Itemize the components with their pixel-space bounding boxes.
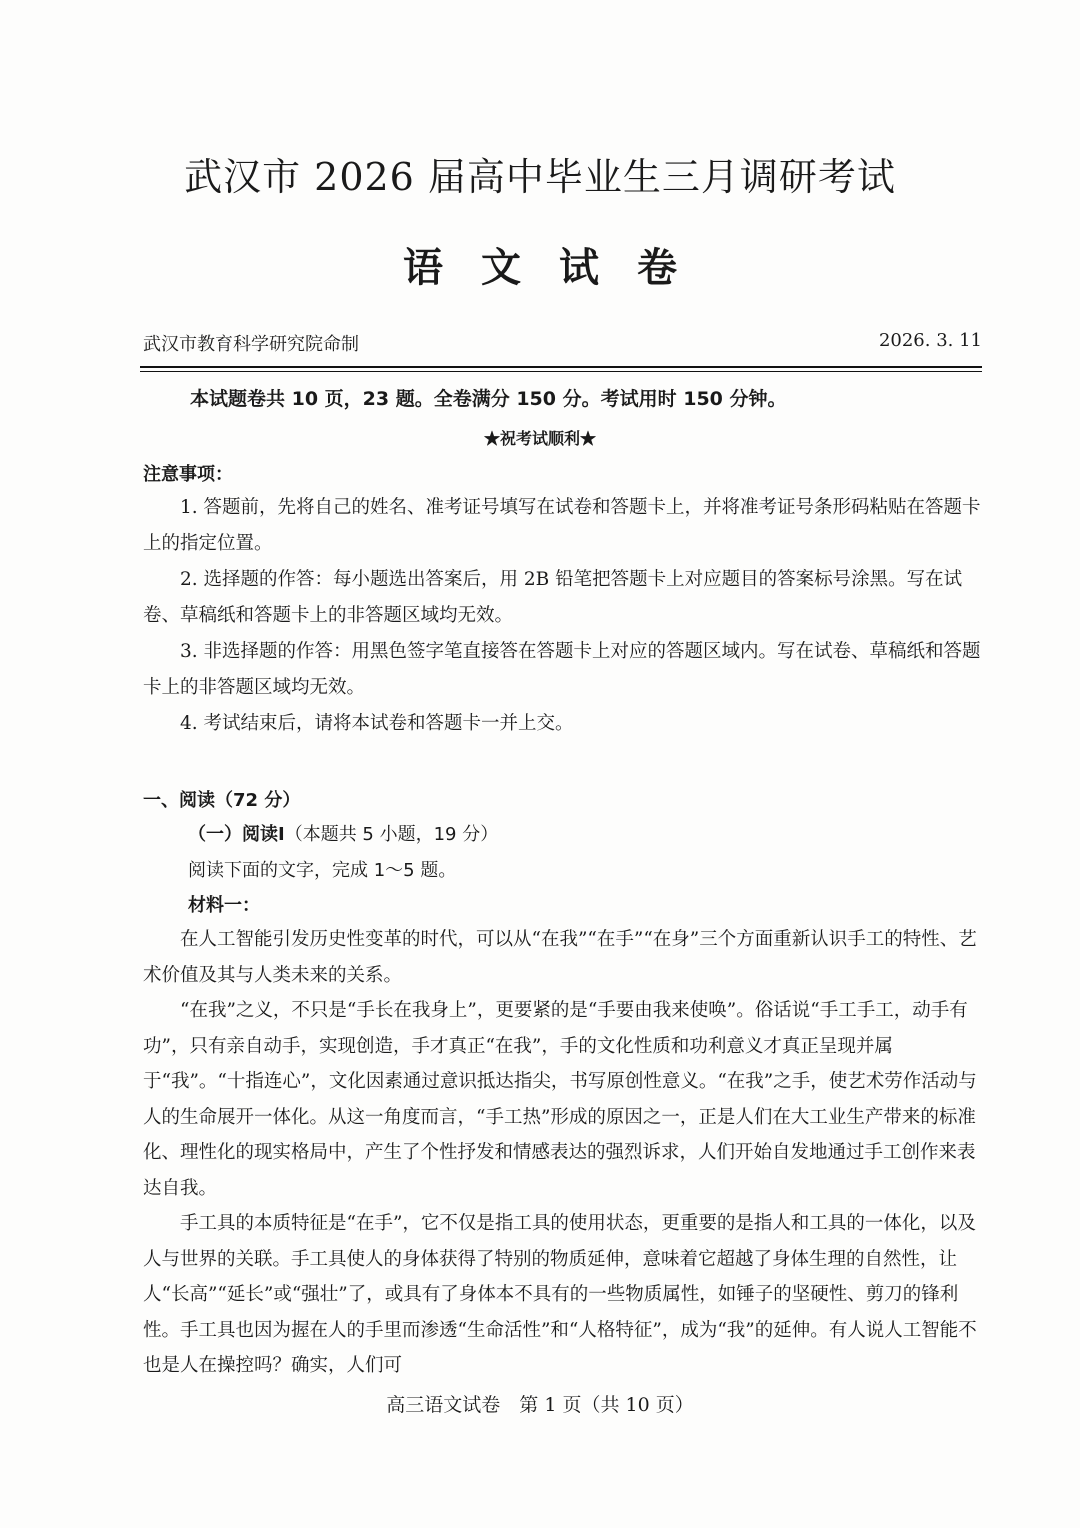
header-rule [140, 366, 982, 368]
notice-list [143, 490, 981, 742]
material-label: 材料一： [188, 895, 260, 916]
exam-summary: 本试题卷共 10 页，23 题。全卷满分 150 分。考试用时 150 分钟。 [190, 388, 787, 410]
header-rule-thin [140, 371, 982, 372]
exam-title: 武汉市 2026 届高中毕业生三月调研考试 [184, 155, 896, 199]
subsection-label: （一）阅读Ⅰ [188, 824, 285, 845]
page-footer: 高三语文试卷 第 1 页（共 10 页） [386, 1394, 694, 1416]
notice-item: 1. 答题前，先将自己的姓名、准考证号填写在试卷和答题卡上，并将准考证号条形码粘贴在答题卡上的指定位置。 [143, 497, 981, 554]
exam-date: 2026. 3. 11 [878, 330, 982, 351]
passage-paragraph: 在人工智能引发历史性变革的时代，可以从“在我”“在手”“在身”三个方面重新认识手工的特性、艺术价值及其与人类未来的关系。 [143, 929, 977, 986]
notice-item: 2. 选择题的作答：每小题选出答案后，用 2B 铅笔把答题卡上对应题目的答案标号涂黑。写在试卷、草稿纸和答题卡上的非答题区域均无效。 [143, 569, 963, 626]
passage-paragraph: 手工具的本质特征是“在手”，它不仅是指工具的使用状态，更重要的是指人和工具的一体化，以及人与世界的关联。手工具使人的身体获得了特别的物质延伸，意味着它超越了身体生理的自然性，让人“长高”“延长”或“强壮”了，或具有了身体本不具有的一些物质属性，如锤子的坚硬性、剪刀的锋利性。手工具也因为握在人的手里而渗透“生命活性”和“人格特征”，成为“我”的延伸。有人说人工智能不也是人在操控吗？确实，人们可 [143, 1213, 977, 1376]
subsection-detail: （本题共 5 小题，19 分） [284, 824, 499, 845]
passage [143, 922, 981, 1384]
organizer: 武汉市教育科学研究院命制 [143, 334, 359, 355]
section-title: 一、阅读（72 分） [143, 790, 301, 811]
notice-item: 3. 非选择题的作答：用黑色签字笔直接答在答题卡上对应的答题区域内。写在试卷、草稿纸和答题卡上的非答题区域均无效。 [143, 641, 981, 698]
good-luck-line: ★祝考试顺利★ [483, 429, 596, 448]
notice-item: 4. 考试结束后，请将本试卷和答题卡一并上交。 [180, 713, 574, 734]
subsection-title [188, 820, 498, 846]
exam-subtitle: 语文试卷 [403, 244, 715, 291]
passage-paragraph: “在我”之义，不只是“手长在我身上”，更要紧的是“手要由我来使唤”。俗话说“手工手工，动手有功”，只有亲自动手，实现创造，手才真正“在我”，手的文化性质和功利意义才真正呈现并属于“我”。“十指连心”，文化因素通过意识抵达指尖，书写原创性意义。“在我”之手，使艺术劳作活动与人的生命展开一体化。从这一角度而言，“手工热”形成的原因之一，正是人们在大工业生产带来的标准化、理性化的现实格局中，产生了个性抒发和情感表达的强烈诉求，人们开始自发地通过手工创作来表达自我。 [143, 1000, 977, 1199]
reading-instruction: 阅读下面的文字，完成 1～5 题。 [188, 860, 457, 881]
notice-title: 注意事项： [143, 464, 233, 485]
